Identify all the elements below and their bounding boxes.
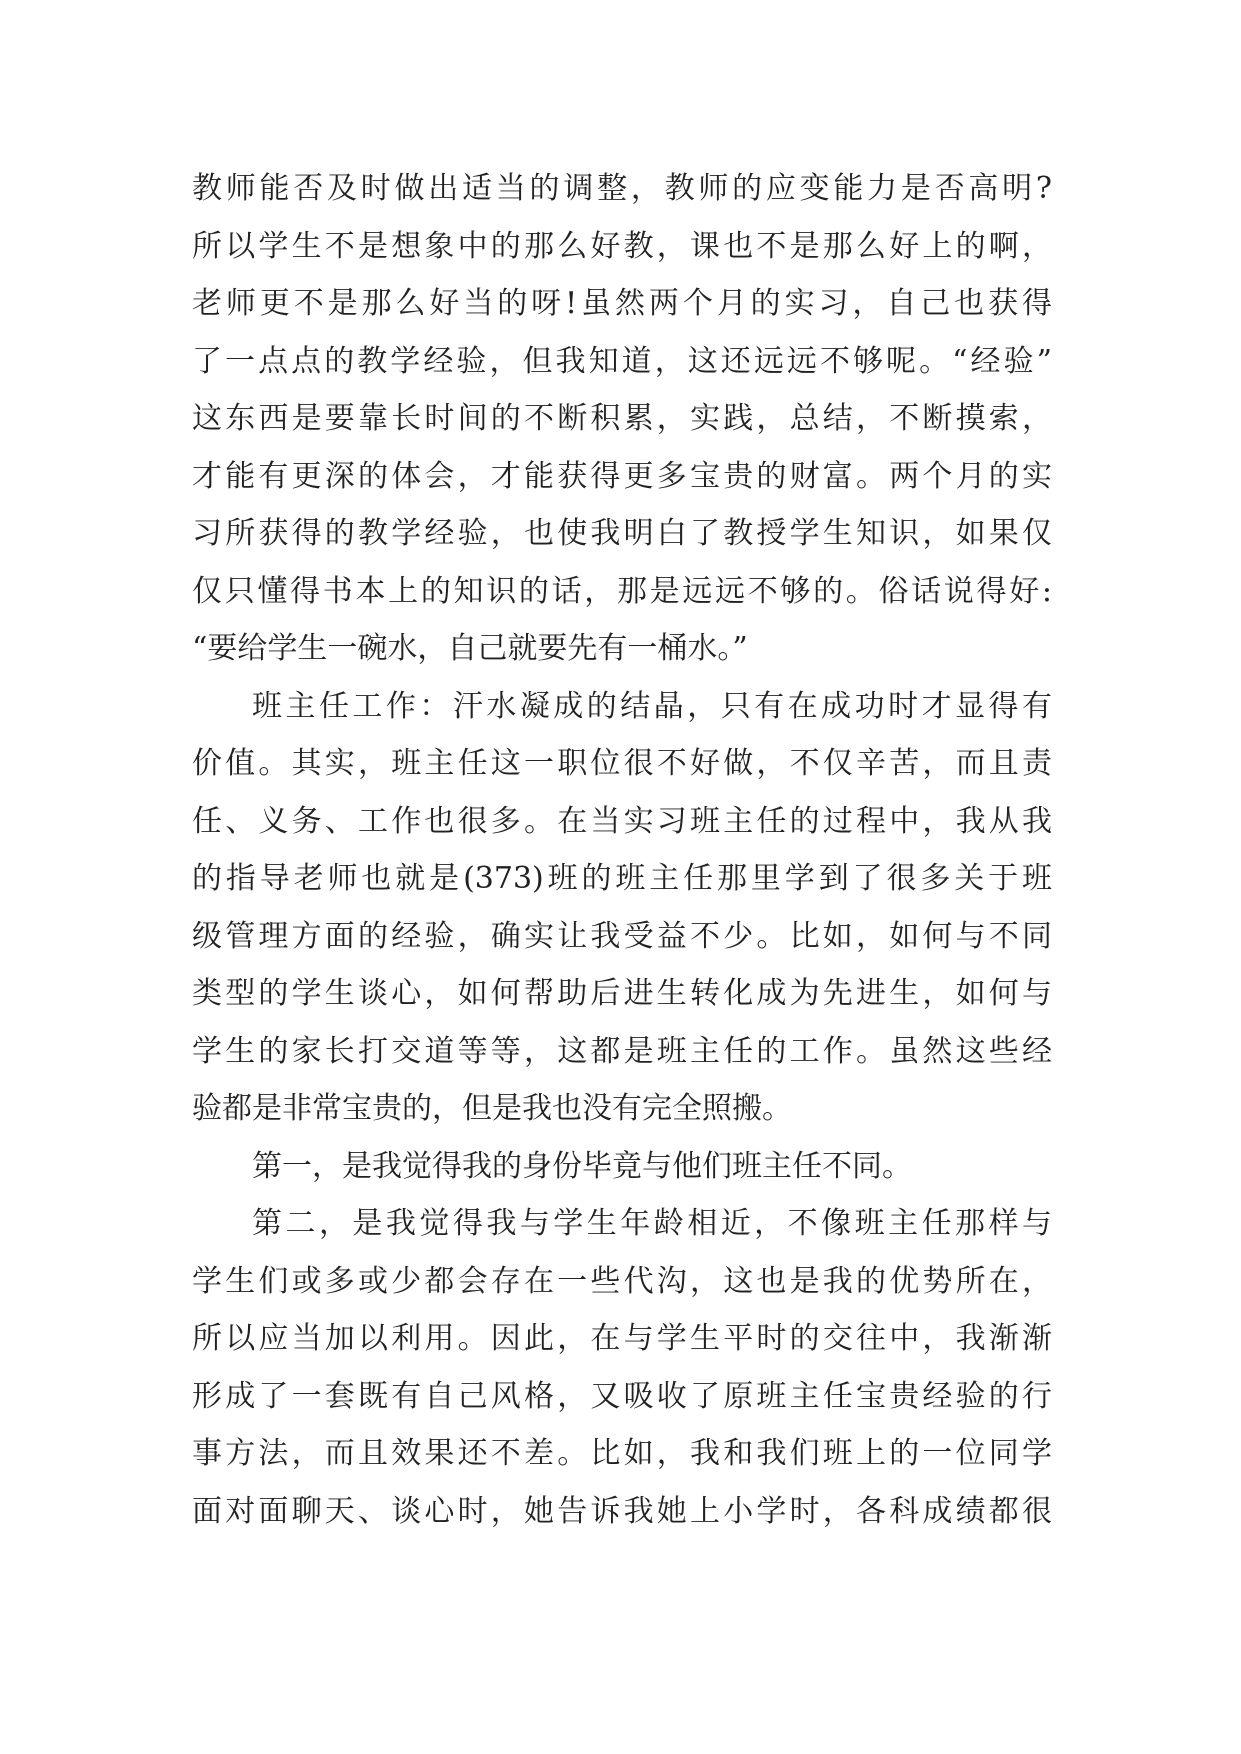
text-line: 了一点点的教学经验，但我知道，这还远远不够呢。“经验” [192, 343, 1052, 379]
text-line: 仅只懂得书本上的知识的话，那是远远不够的。俗话说得好: [192, 573, 1052, 609]
text-line: “要给学生一碗水，自己就要先有一桶水。” [192, 631, 748, 666]
text-line: 所以应当加以利用。因此，在与学生平时的交往中，我渐渐 [192, 1321, 1052, 1356]
text-line: 价值。其实，班主任这一职位很不好做，不仅辛苦，而且责 [192, 746, 1052, 781]
text-line: 任、义务、工作也很多。在当实习班主任的过程中，我从我 [192, 803, 1052, 839]
text-line: 事方法，而且效果还不差。比如，我和我们班上的一位同学 [192, 1436, 1052, 1471]
text-line: 所以学生不是想象中的那么好教，课也不是那么好上的啊， [192, 228, 1052, 264]
text-line: 这东西是要靠长时间的不断积累，实践，总结，不断摸索， [192, 401, 1052, 436]
text-line: 才能有更深的体会，才能获得更多宝贵的财富。两个月的实 [192, 458, 1052, 494]
paragraph-first-line: 第二，是我觉得我与学生年龄相近，不像班主任那样与 [252, 1206, 1052, 1241]
text-line: 形成了一套既有自己风格，又吸收了原班主任宝贵经验的行 [192, 1378, 1052, 1414]
text-line: 习所获得的教学经验，也使我明白了教授学生知识，如果仅 [192, 516, 1052, 551]
text-line: 教师能否及时做出适当的调整，教师的应变能力是否高明? [192, 171, 1052, 206]
paragraph-first-line: 班主任工作：汗水凝成的结晶，只有在成功时才显得有 [252, 688, 1052, 724]
paragraph-first-line: 第一，是我觉得我的身份毕竟与他们班主任不同。 [252, 1148, 912, 1184]
text-line: 验都是非常宝贵的，但是我也没有完全照搬。 [192, 1091, 792, 1126]
text-line: 级管理方面的经验，确实让我受益不少。比如，如何与不同 [192, 918, 1052, 954]
text-line: 学生们或多或少都会存在一些代沟，这也是我的优势所在， [192, 1263, 1052, 1299]
text-line: 学生的家长打交道等等，这都是班主任的工作。虽然这些经 [192, 1033, 1052, 1069]
text-line: 面对面聊天、谈心时，她告诉我她上小学时，各科成绩都很 [192, 1493, 1052, 1529]
text-line: 老师更不是那么好当的呀!虽然两个月的实习，自己也获得 [192, 286, 1052, 321]
text-line: 类型的学生谈心，如何帮助后进生转化成为先进生，如何与 [192, 976, 1052, 1011]
body-text [192, 160, 1052, 1540]
text-line: 的指导老师也就是(373)班的班主任那里学到了很多关于班 [192, 861, 1052, 896]
